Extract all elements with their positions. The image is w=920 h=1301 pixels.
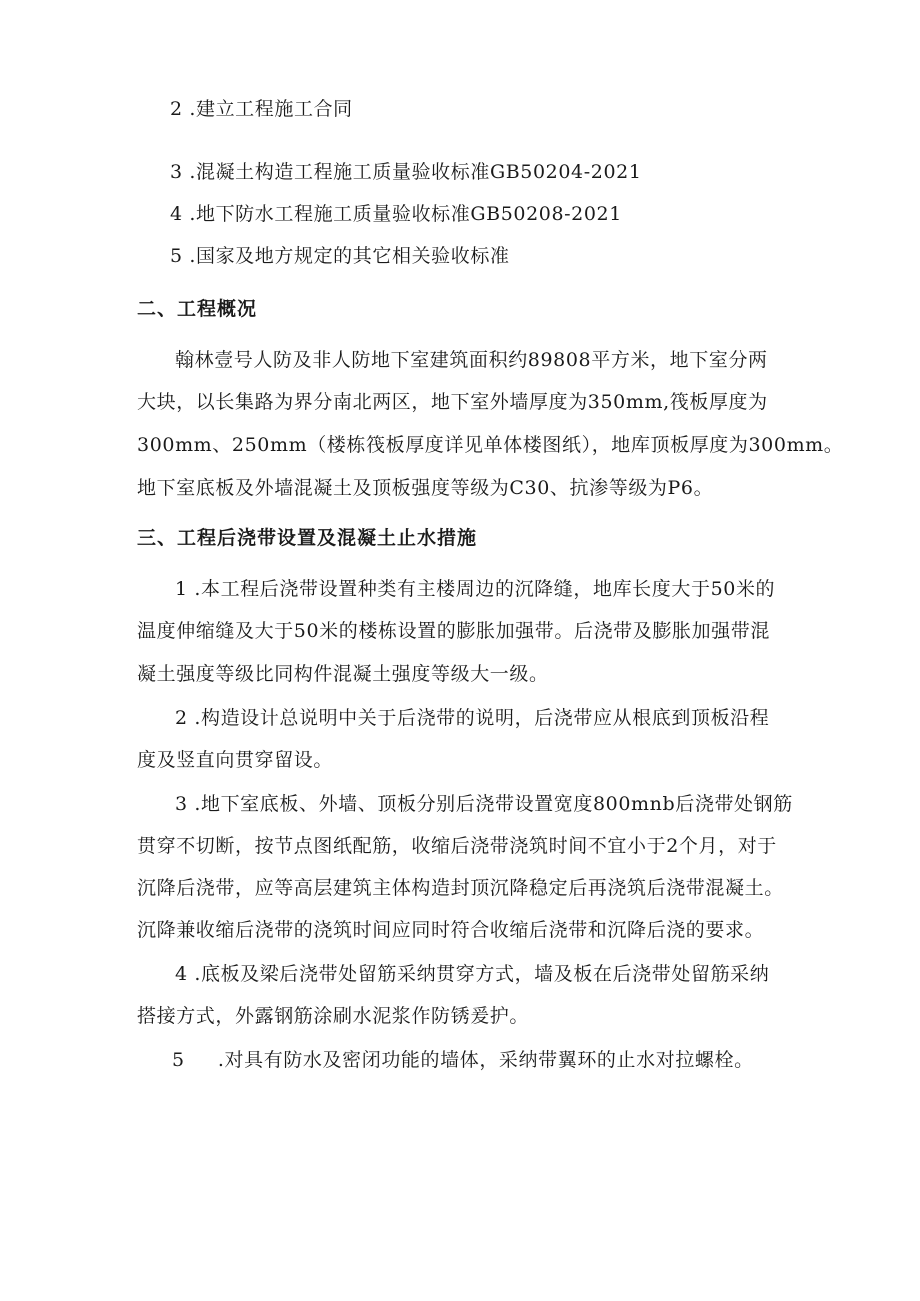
measure-item-5-line: 5 .对具有防水及密闭功能的墙体，采纳带翼环的止水对拉螺栓。: [172, 1049, 754, 1071]
section-heading-post-pour-strip: 三、工程后浇带设置及混凝土止水措施: [137, 527, 478, 549]
measure-item-4-line: 搭接方式，外露钢筋涂刷水泥浆作防锈爰护。: [137, 1005, 530, 1027]
measure-item-3-line: 3 .地下室底板、外墙、顶板分别后浇带设置宽度800mnb后浇带处钢筋: [175, 793, 793, 815]
overview-paragraph-line: 大块，以长集路为界分南北两区，地下室外墙厚度为350mm,筏板厚度为: [137, 391, 768, 413]
measure-item-2-line: 2 .构造设计总说明中关于后浇带的说明，后浇带应从根底到顶板沿程: [175, 707, 770, 729]
section-heading-overview: 二、工程概况: [137, 298, 258, 320]
overview-paragraph-line: 地下室底板及外墙混凝土及顶板强度等级为C30、抗渗等级为P6。: [137, 477, 714, 499]
measure-item-2-line: 度及竖直向贯穿留设。: [137, 749, 334, 771]
measure-item-4-line: 4 .底板及梁后浇带处留筋采纳贯穿方式，墙及板在后浇带处留筋采纳: [175, 963, 770, 985]
overview-paragraph-line: 300mm、250mm（楼栋筏板厚度详见单体楼图纸），地库顶板厚度为300mm。: [137, 434, 844, 456]
measure-item-1-line: 凝土强度等级比同构件混凝土强度等级大一级。: [137, 663, 549, 685]
overview-paragraph-line: 翰林壹号人防及非人防地下室建筑面积约89808平方米，地下室分两: [175, 349, 768, 371]
measure-item-3-line: 沉降兼收缩后浇带的浇筑时间应同时符合收缩后浇带和沉降后浇的要求。: [137, 919, 765, 941]
measure-item-3-line: 贯穿不切断，按节点图纸配筋，收缩后浇带浇筑时间不宜小于2个月，对于: [137, 835, 777, 857]
measure-item-1-line: 温度伸缩缝及大于50米的楼栋设置的膨胀加强带。后浇带及膨胀加强带混: [137, 620, 770, 642]
measure-item-1-line: 1 .本工程后浇带设置种类有主楼周边的沉降缝，地库长度大于50米的: [175, 578, 776, 600]
reference-item-5: 5 .国家及地方规定的其它相关验收标准: [170, 245, 510, 267]
reference-item-4: 4 .地下防水工程施工质量验收标准GB50208-2021: [170, 203, 622, 225]
reference-item-3: 3 .混凝土构造工程施工质量验收标准GB50204-2021: [170, 161, 642, 183]
measure-item-3-line: 沉降后浇带，应等高层建筑主体构造封顶沉降稳定后再浇筑后浇带混凝土。: [137, 877, 784, 899]
reference-item-2: 2 .建立工程施工合同: [170, 98, 353, 120]
